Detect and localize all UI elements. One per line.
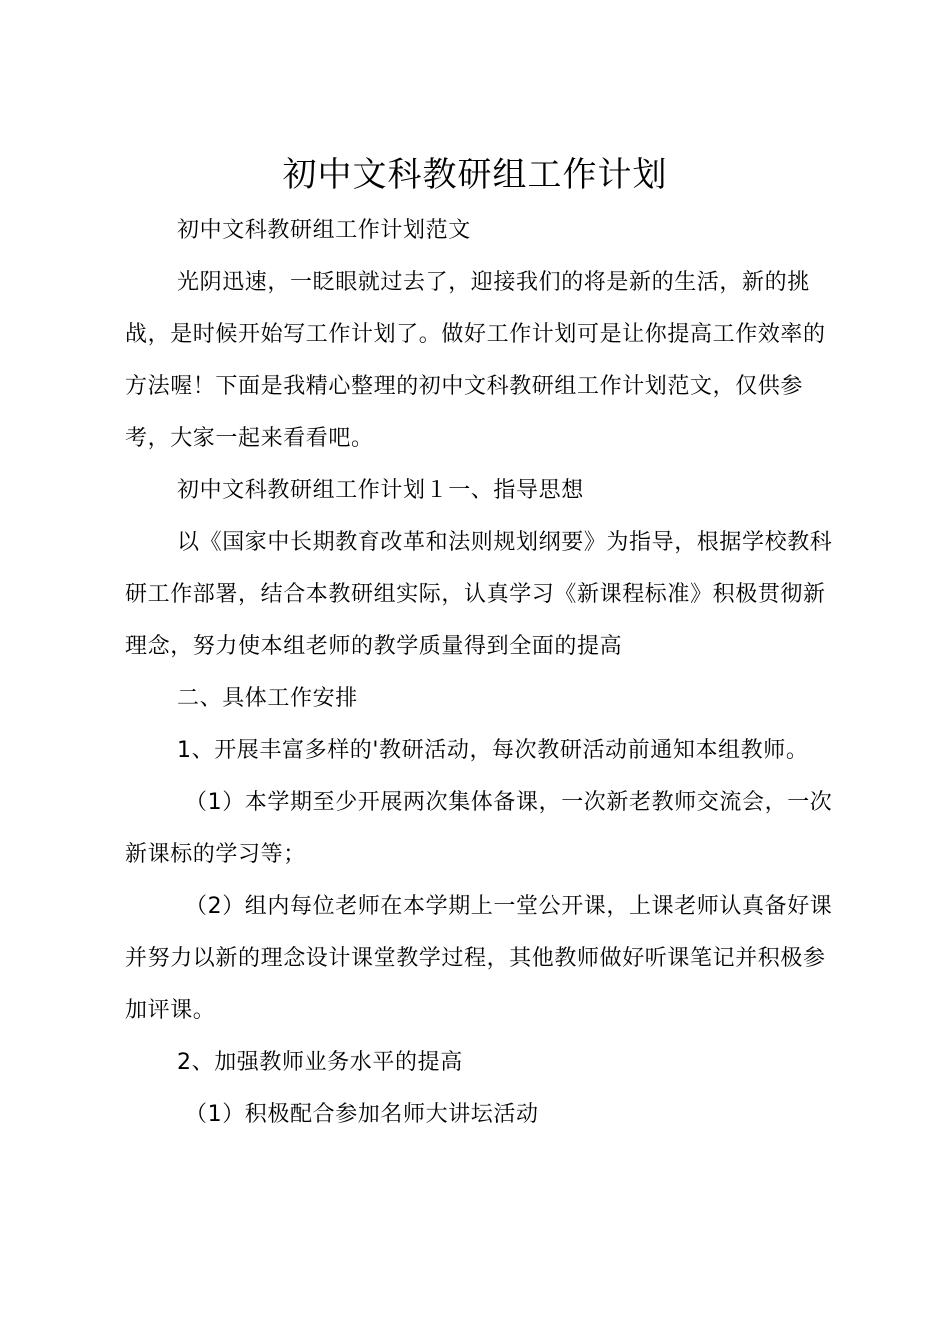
guiding-idea-paragraph: 以《国家中长期教育改革和法则规划纲要》为指导，根据学校教科研工作部署，结合本教研组实际，认真学习《新课程标准》积极贯彻新理念，努力使本组老师的教学质量得到全面的提高 [125, 530, 833, 659]
document-title: 初中文科教研组工作计划 [282, 155, 668, 195]
intro-paragraph: 光阴迅速，一眨眼就过去了，迎接我们的将是新的生活，新的挑战，是时候开始写工作计划了。做好工作计划可是让你提高工作效率的方法喔！下面是我精心整理的初中文科教研组工作计划范文，仅供参考，大家一起来看看吧。 [125, 270, 826, 451]
item-2-paragraph: 2、加强教师业务水平的提高 [177, 1050, 463, 1075]
subtitle-paragraph: 初中文科教研组工作计划范文 [177, 218, 471, 243]
item-1-sub-2-paragraph: （2）组内每位老师在本学期上一堂公开课，上课老师认真备好课并努力以新的理念设计课堂教学过程，其他教师做好听课笔记并积极参加评课。 [125, 894, 833, 1023]
document-body [125, 205, 837, 1141]
item-1-paragraph: 1、开展丰富多样的'教研活动，每次教研活动前通知本组教师。 [177, 738, 809, 763]
item-1-sub-1-paragraph: （1）本学期至少开展两次集体备课，一次新老教师交流会，一次新课标的学习等； [125, 790, 833, 867]
section-heading-work-arrangement: 二、具体工作安排 [177, 686, 358, 711]
section-heading-guiding-idea: 初中文科教研组工作计划１一、指导思想 [177, 478, 584, 503]
item-2-sub-1-paragraph: （1）积极配合参加名师大讲坛活动 [185, 1102, 539, 1127]
